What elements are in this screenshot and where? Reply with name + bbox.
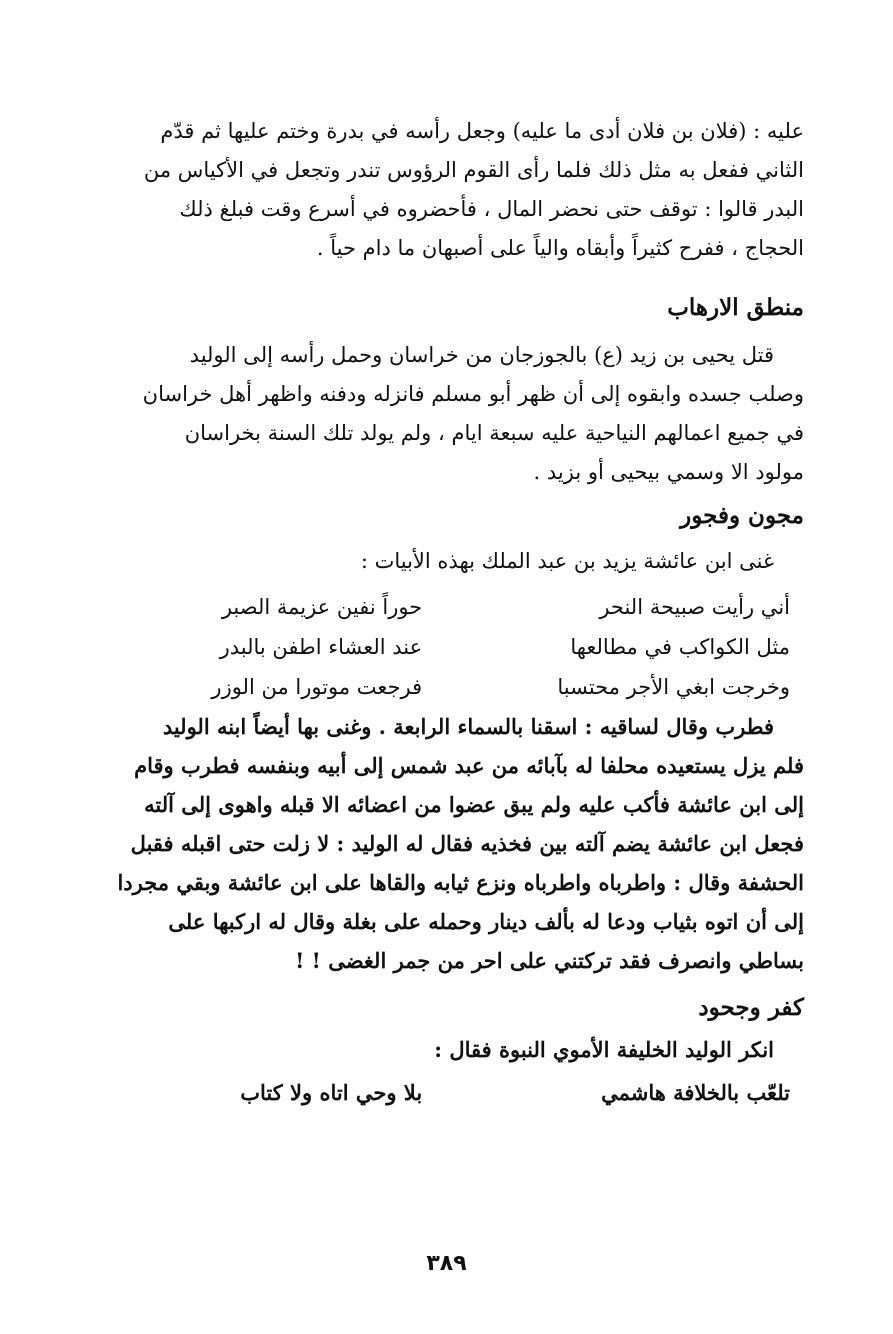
paragraph-line: مولود الا وسمي بيحيى أو بزيد . <box>533 460 804 484</box>
poem-intro: غنى ابن عائشة يزيد بن عبد الملك بهذه الأبيات : <box>360 549 774 573</box>
paragraph-line: إلى ابن عائشة فأكب عليه ولم يبق عضوا من اعضائه الا قبله واهوى إلى آلته <box>144 792 804 817</box>
paragraph-line: فلم يزل يستعيده محلفا له بآبائه من عبد شمس إلى أبيه وبنفسه فطرب وقام <box>134 753 804 778</box>
verse-first-hemistich: أني رأيت صبيحة النحر <box>599 595 790 619</box>
verse-second-hemistich: عند العشاء اطفن بالبدر <box>219 635 423 659</box>
verse <box>96 627 804 667</box>
paragraph-line: بساطي وانصرف فقد تركتني على احر من جمر الغضى ! ! <box>295 948 804 973</box>
paragraph-line: في جميع اعمالهم النياحية عليه سبعة ايام ، ولم يولد تلك السنة بخراسان <box>184 421 804 445</box>
verse <box>96 667 804 707</box>
paragraph-line: إلى أن اتوه بثياب ودعا له بألف دينار وحمله على بغلة وقال له اركبها على <box>168 909 804 934</box>
paragraph-line: الحشفة وقال : واطرباه واطرباه ونزع ثيابه والقاها على ابن عائشة وبقي مجردا <box>117 870 804 895</box>
verse-first-hemistich: تلعّب بالخلافة هاشمي <box>601 1080 790 1105</box>
paragraph-line: وصلب جسده وابقوه إلى أن ظهر أبو مسلم فانزله ودفنه واظهر أهل خراسان <box>142 382 804 406</box>
verse-second-hemistich: بلا وحي اتاه ولا كتاب <box>240 1080 423 1105</box>
paragraph-line: فطرب وقال لساقيه : اسقنا بالسماء الرابعة . وغنى بها أيضاً ابنه الوليد <box>162 714 774 739</box>
section-heading: منطق الارهاب <box>667 294 804 321</box>
paragraph-line: فجعل ابن عائشة يضم آلته بين فخذيه فقال له الوليد : لا زلت حتى اقبله فقبل <box>130 831 804 856</box>
verse-first-hemistich: وخرجت ابغي الأجر محتسبا <box>557 675 790 699</box>
section1-paragraph <box>96 336 804 492</box>
intro-line: البدر قالوا : توقف حتى نحضر المال ، فأحضروه في أسرع وقت فبلغ ذلك <box>179 197 804 221</box>
verse-second-hemistich: فرجعت موتورا من الوزر <box>211 675 423 699</box>
verse-second-hemistich: حوراً نفين عزيمة الصبر <box>221 595 423 619</box>
intro-line: عليه : (فلان بن فلان أدى ما عليه) وجعل رأسه في بدرة وختم عليها ثم قدّم <box>160 119 804 143</box>
poem <box>96 587 804 707</box>
poem <box>96 1073 804 1113</box>
section2-paragraph <box>96 707 804 980</box>
section-heading: مجون وفجور <box>680 502 804 529</box>
poem-intro: انكر الوليد الخليفة الأموي النبوة فقال : <box>434 1037 774 1062</box>
intro-line: الثاني ففعل به مثل ذلك فلما رأى القوم الرؤوس تندر وتجعل في الأكياس من <box>143 158 804 182</box>
page-number: ٣٨٩ <box>426 1251 467 1276</box>
paragraph-line: قتل يحيى بن زيد (ع) بالجوزجان من خراسان وحمل رأسه إلى الوليد <box>189 343 774 367</box>
verse <box>96 587 804 627</box>
page-body <box>96 112 804 1113</box>
verse-first-hemistich: مثل الكواكب في مطالعها <box>570 635 790 659</box>
verse <box>96 1073 804 1113</box>
intro-paragraph <box>96 112 804 268</box>
section-heading: كفر وجحود <box>698 994 804 1021</box>
intro-line: الحجاج ، ففرح كثيراً وأبقاه والياً على أصبهان ما دام حياً . <box>316 236 804 260</box>
